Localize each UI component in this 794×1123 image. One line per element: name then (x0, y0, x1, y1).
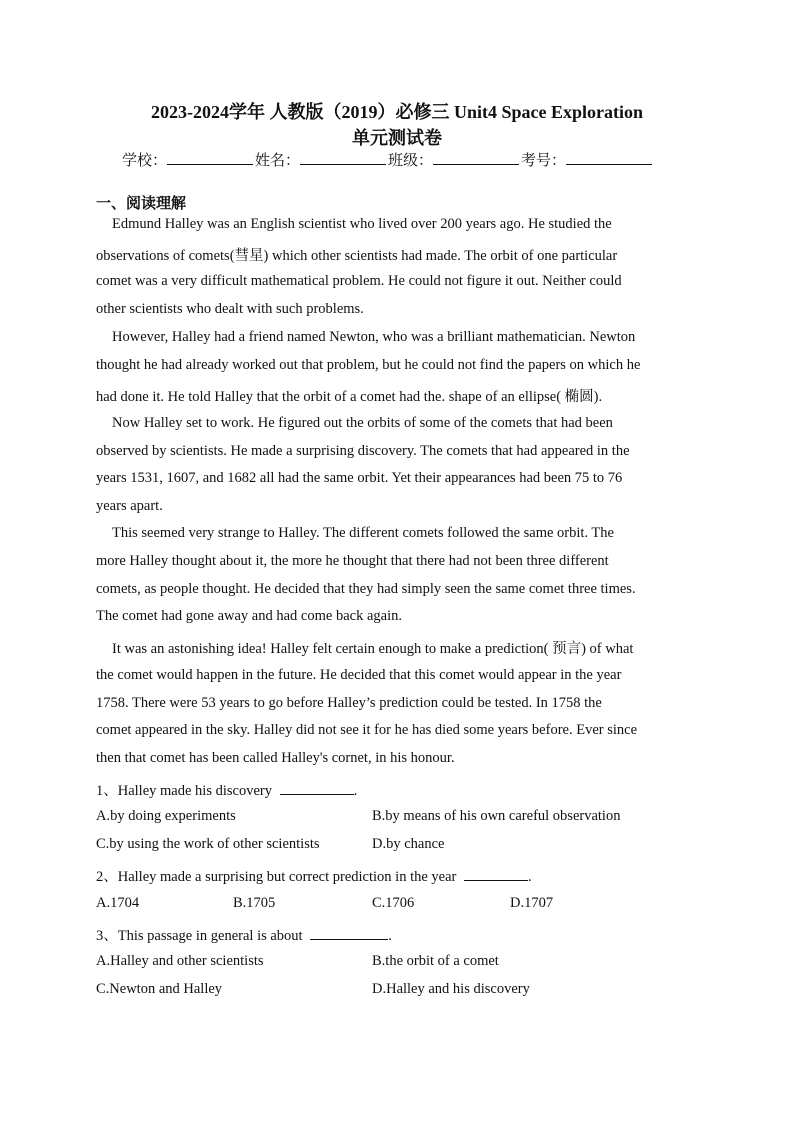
passage-line: This seemed very strange to Halley. The different comets followed the same orbit. The (112, 525, 614, 541)
passage-line: years apart. (96, 498, 163, 514)
question-stem: 3、This passage in general is about (96, 928, 303, 944)
passage-line: Edmund Halley was an English scientist who lived over 200 years ago. He studied the (112, 216, 612, 232)
passage-line: observed by scientists. He made a surprising discovery. The comets that had appeared in the (96, 443, 630, 459)
name-label: 姓名： (255, 153, 301, 169)
passage-line: the comet would happen in the future. He decided that this comet would appear in the year (96, 667, 622, 683)
exam-number-label: 考号： (521, 153, 567, 169)
student-info-row (122, 149, 654, 170)
passage-line: more Halley thought about it, the more he thought that there had not been three different (96, 553, 609, 569)
question-3 (96, 924, 392, 945)
passage-line: 1758. There were 53 years to go before Halley’s prediction could be tested. In 1758 the (96, 695, 602, 711)
passage-line: It was an astonishing idea! Halley felt certain enough to make a prediction( 预言) of what (112, 641, 634, 657)
option-b[interactable]: B.the orbit of a comet (372, 953, 499, 969)
exam-number-blank[interactable] (566, 150, 652, 165)
passage-line: comets, as people thought. He decided that they had simply seen the same comet three times. (96, 581, 636, 597)
question-stem: 2、Halley made a surprising but correct prediction in the year (96, 869, 457, 885)
school-label: 学校： (122, 153, 168, 169)
question-end: . (353, 783, 358, 799)
name-blank[interactable] (300, 150, 386, 165)
option-a[interactable]: A.by doing experiments (96, 808, 236, 824)
passage-line: years 1531, 1607, and 1682 all had the same orbit. Yet their appearances had been 75 to 76 (96, 470, 623, 486)
exam-subtitle: 单元测试卷 (352, 128, 442, 148)
option-b[interactable]: B.by means of his own careful observation (372, 808, 621, 824)
question-2 (96, 865, 532, 886)
question-1 (96, 779, 357, 800)
passage-line: However, Halley had a friend named Newton, who was a brilliant mathematician. Newton (112, 329, 636, 345)
option-d[interactable]: D.by chance (372, 836, 445, 852)
option-c[interactable]: C.1706 (372, 895, 415, 911)
option-b[interactable]: B.1705 (233, 895, 276, 911)
answer-blank[interactable] (310, 927, 388, 940)
option-a[interactable]: A.Halley and other scientists (96, 953, 264, 969)
answer-blank[interactable] (280, 782, 354, 795)
passage-line: comet appeared in the sky. Halley did not see it for he has died some years before. Ever since (96, 722, 638, 738)
passage-line: comet was a very difficult mathematical problem. He could not figure it out. Neither could (96, 273, 622, 289)
passage-line: thought he had already worked out that problem, but he could not find the papers on which he (96, 357, 641, 373)
school-blank[interactable] (167, 150, 253, 165)
option-c[interactable]: C.Newton and Halley (96, 981, 223, 997)
option-d[interactable]: D.1707 (510, 895, 554, 911)
section-heading: 一、阅读理解 (96, 196, 187, 212)
class-label: 班级： (388, 153, 434, 169)
question-stem: 1、Halley made his discovery (96, 783, 272, 799)
option-d[interactable]: D.Halley and his discovery (372, 981, 530, 997)
answer-blank[interactable] (464, 868, 528, 881)
exam-title: 2023-2024学年 人教版（2019）必修三 Unit4 Space Exploration (150, 102, 643, 122)
question-end: . (388, 928, 392, 944)
option-c[interactable]: C.by using the work of other scientists (96, 836, 320, 852)
passage-line: had done it. He told Halley that the orbit of a comet had the. shape of an ellipse( 椭圆). (96, 389, 603, 405)
passage-line: other scientists who dealt with such problems. (96, 301, 364, 317)
passage-line: The comet had gone away and had come back again. (96, 608, 402, 624)
passage-line: observations of comets(彗星) which other scientists had made. The orbit of one particular (96, 248, 618, 264)
class-blank[interactable] (433, 150, 519, 165)
passage-line: Now Halley set to work. He figured out the orbits of some of the comets that had been (112, 415, 613, 431)
option-a[interactable]: A.1704 (96, 895, 140, 911)
question-end: . (528, 869, 532, 885)
passage-line: then that comet has been called Halley's cornet, in his honour. (96, 750, 455, 766)
